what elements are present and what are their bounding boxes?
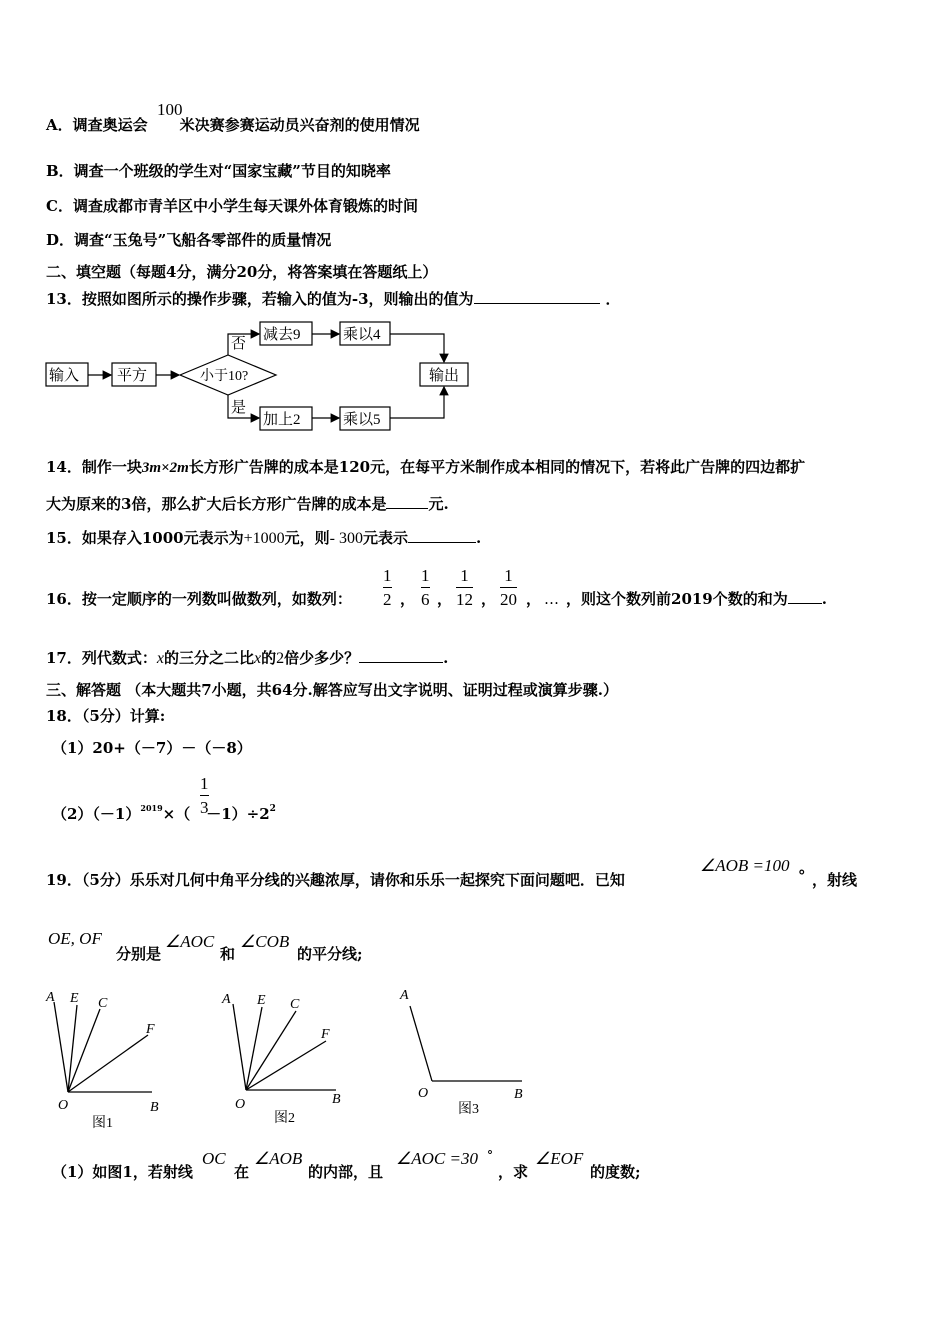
fig2-label-f: F bbox=[321, 1027, 330, 1042]
q16-comma: ， bbox=[481, 590, 497, 608]
fig1-label-c: C bbox=[98, 996, 108, 1011]
fig1-label-e: E bbox=[70, 991, 79, 1006]
q19-p1-angle-aoc: ∠AOC =30 bbox=[396, 1149, 478, 1168]
q17-end: . bbox=[443, 649, 449, 667]
fig2-label-c: C bbox=[290, 997, 300, 1012]
fig2-label-b: B bbox=[332, 1092, 341, 1107]
fig1-caption: 图1 bbox=[92, 1116, 113, 1131]
q19-p1-text-d: ，求 bbox=[498, 1163, 529, 1181]
fraction-numerator: 1 bbox=[200, 774, 209, 793]
q16-text-a: 16．按一定顺序的一列数叫做数列，如数列： bbox=[46, 590, 352, 608]
q12-option-b: B．调查一个班级的学生对“国家宝藏”节目的知晓率 bbox=[46, 162, 391, 180]
flow-square-label: 平方 bbox=[117, 368, 148, 384]
fig1-ray-of bbox=[68, 1035, 148, 1092]
q19-text-e: 的平分线; bbox=[297, 945, 363, 963]
fraction-denominator: 6 bbox=[421, 590, 430, 609]
q18-p2-b: ×（ bbox=[162, 805, 191, 823]
q15-end: . bbox=[476, 529, 482, 547]
flow-input-label: 输入 bbox=[49, 368, 80, 384]
flow-yes-label: 是 bbox=[231, 400, 247, 416]
q16-question: ，则这个数列前2019个数的和为 bbox=[566, 590, 788, 608]
fraction-numerator: 1 bbox=[421, 566, 430, 585]
q19-p1-text-b: 在 bbox=[234, 1163, 250, 1181]
q16-text-b bbox=[566, 589, 827, 609]
q14-text-b: 长方形广告牌的成本是120元，在每平方米制作成本相同的情况下，若将此广告牌的四边都扩 bbox=[188, 458, 806, 476]
q19-text-d: 和 bbox=[220, 945, 236, 963]
q15-negative: - 300 bbox=[329, 530, 363, 547]
q19-p1-text-a: （1）如图1，若射线 bbox=[52, 1163, 193, 1181]
fig1-label-f: F bbox=[146, 1022, 155, 1037]
fraction-numerator: 1 bbox=[460, 566, 469, 585]
fig1-ray-oa bbox=[54, 1002, 68, 1092]
q12-option-d: D．调查“玉兔号”飞船各零部件的质量情况 bbox=[46, 231, 332, 249]
q19-p1-degree: ° bbox=[487, 1148, 493, 1162]
q13-flowchart bbox=[40, 318, 490, 436]
flow-times5-label: 乘以5 bbox=[343, 412, 381, 428]
q14-text-d: 元. bbox=[428, 495, 449, 513]
q19-angle-aob: ∠AOB =100 bbox=[700, 856, 790, 875]
fig3-ray-oa bbox=[410, 1006, 432, 1081]
q13-end: ． bbox=[605, 290, 621, 308]
q16-comma: ， bbox=[400, 590, 416, 608]
flow-output-label: 输出 bbox=[429, 368, 460, 384]
q17-text-a: 17．列代数式： bbox=[46, 649, 157, 667]
q19-ray-oc: OC bbox=[202, 1149, 226, 1168]
q19-text: 19．（5分）乐乐对几何中角平分线的兴趣浓厚，请你和乐乐一起探究下面问题吧．已知 bbox=[46, 871, 625, 889]
q18-p2-c: －1）÷2 bbox=[206, 805, 270, 823]
q18-exponent-2: 2 bbox=[269, 804, 276, 814]
section-2-heading: 二、填空题（每题4分，满分20分，将答案填在答题纸上） bbox=[46, 263, 438, 281]
q18-part-2 bbox=[52, 798, 276, 824]
q19-p1-text-e: 的度数; bbox=[590, 1163, 641, 1181]
fig2-ray-oa bbox=[233, 1004, 246, 1090]
q14-blank bbox=[386, 494, 428, 509]
q14-line-2 bbox=[46, 494, 449, 514]
fig2-ray-of bbox=[246, 1041, 326, 1090]
q14-text-c: 大为原来的3倍，那么扩大后长方形广告牌的成本是 bbox=[46, 495, 387, 513]
q19-p1-angle-aob: ∠AOB bbox=[254, 1149, 303, 1168]
fig2-label-o: O bbox=[235, 1097, 246, 1112]
fig2-label-e: E bbox=[257, 993, 266, 1008]
q17-blank bbox=[359, 648, 443, 663]
q18-part-1: （1）20+（－7）－（－8） bbox=[52, 739, 252, 757]
q12-option-a bbox=[46, 115, 420, 135]
q13-blank bbox=[474, 289, 600, 304]
fig1-label-b: B bbox=[150, 1100, 159, 1115]
q19-figures bbox=[40, 985, 540, 1135]
fig1-label-a: A bbox=[46, 990, 55, 1005]
fig3-label-o: O bbox=[418, 1086, 429, 1101]
fig3-label-a: A bbox=[400, 988, 409, 1003]
q19-text-c: 分别是 bbox=[116, 945, 162, 963]
q16-end: . bbox=[821, 590, 827, 608]
q17-two: 2 bbox=[276, 650, 285, 667]
fig1-label-o: O bbox=[58, 1098, 69, 1113]
flow-plus2-label: 加上2 bbox=[263, 412, 301, 428]
q16-comma: ， bbox=[437, 590, 453, 608]
q16-blank bbox=[788, 589, 822, 604]
q15-text-a: 15．如果存入1000元表示为 bbox=[46, 529, 244, 547]
q19-rays: OE, OF bbox=[48, 929, 102, 948]
q16-fraction-1 bbox=[383, 566, 392, 609]
flow-decision-label: 小于10? bbox=[200, 369, 249, 384]
q18-p2-a: （2）（－1） bbox=[52, 805, 141, 823]
q15-text-b: 元，则 bbox=[284, 529, 330, 547]
q19-text-b: ，射线 bbox=[812, 871, 858, 889]
fig2-label-a: A bbox=[222, 992, 231, 1007]
q14-text-a: 14．制作一块 bbox=[46, 458, 142, 476]
fig2-caption: 图2 bbox=[274, 1111, 295, 1126]
q19-p1-angle-eof: ∠EOF bbox=[535, 1149, 584, 1168]
q12-option-c: C．调查成都市青羊区中小学生每天课外体育锻炼的时间 bbox=[46, 197, 418, 215]
q19-degree: ° bbox=[798, 867, 806, 885]
fraction-denominator: 12 bbox=[456, 590, 473, 609]
q18-fraction bbox=[200, 774, 209, 817]
fig3-caption: 图3 bbox=[458, 1102, 479, 1117]
fraction-denominator: 2 bbox=[383, 590, 392, 609]
q15-positive: +1000 bbox=[243, 530, 285, 547]
q16-fraction-2 bbox=[421, 566, 430, 609]
q15-text-c: 元表示 bbox=[363, 529, 409, 547]
q19-angle-cob: ∠COB bbox=[240, 932, 290, 951]
q14-line-1 bbox=[46, 457, 805, 478]
q17-text-b: 的三分之二比 bbox=[163, 649, 254, 667]
q13-question: 13．按照如图所示的操作步骤，若输入的值为-3，则输出的值为 bbox=[46, 290, 474, 308]
flow-no-label: 否 bbox=[231, 336, 247, 352]
q19-angle-aoc: ∠AOC bbox=[165, 932, 215, 951]
fraction-numerator: 1 bbox=[504, 566, 513, 585]
q19-p1-text-c: 的内部，且 bbox=[308, 1163, 384, 1181]
q16-comma: ， bbox=[526, 590, 542, 608]
q17-var-x2: x bbox=[254, 650, 262, 667]
q18-exponent: 2019 bbox=[140, 803, 163, 813]
q17-var-x: x bbox=[156, 650, 164, 667]
option-a-text: A．调查奥运会 bbox=[46, 116, 148, 134]
fraction-numerator: 1 bbox=[383, 566, 392, 585]
q17-text-c: 的 bbox=[261, 649, 277, 667]
fig3-label-b: B bbox=[514, 1087, 523, 1102]
q17-text bbox=[46, 648, 448, 669]
q16-fraction-3 bbox=[456, 566, 473, 609]
q14-dimensions: 3m×2m bbox=[141, 460, 189, 476]
option-a-number: 100 bbox=[157, 100, 183, 119]
flow-times4-label: 乘以4 bbox=[343, 327, 381, 343]
section-3-heading: 三、解答题 （本大题共7小题，共64分.解答应写出文字说明、证明过程或演算步骤.） bbox=[46, 681, 618, 699]
q16-ellipsis: … bbox=[544, 590, 559, 608]
option-a-text-end: 米决赛参赛运动员兴奋剂的使用情况 bbox=[179, 116, 420, 134]
fraction-denominator: 20 bbox=[500, 590, 517, 609]
flow-minus9-label: 减去9 bbox=[263, 327, 301, 343]
q17-text-d: 倍少多少？ bbox=[284, 649, 360, 667]
q16-fraction-4 bbox=[500, 566, 517, 609]
q15-blank bbox=[408, 528, 476, 543]
q18-title: 18．（5分）计算: bbox=[46, 707, 166, 725]
q15-text bbox=[46, 528, 481, 549]
fraction-denominator: 3 bbox=[200, 798, 209, 817]
q13-text bbox=[46, 289, 621, 309]
